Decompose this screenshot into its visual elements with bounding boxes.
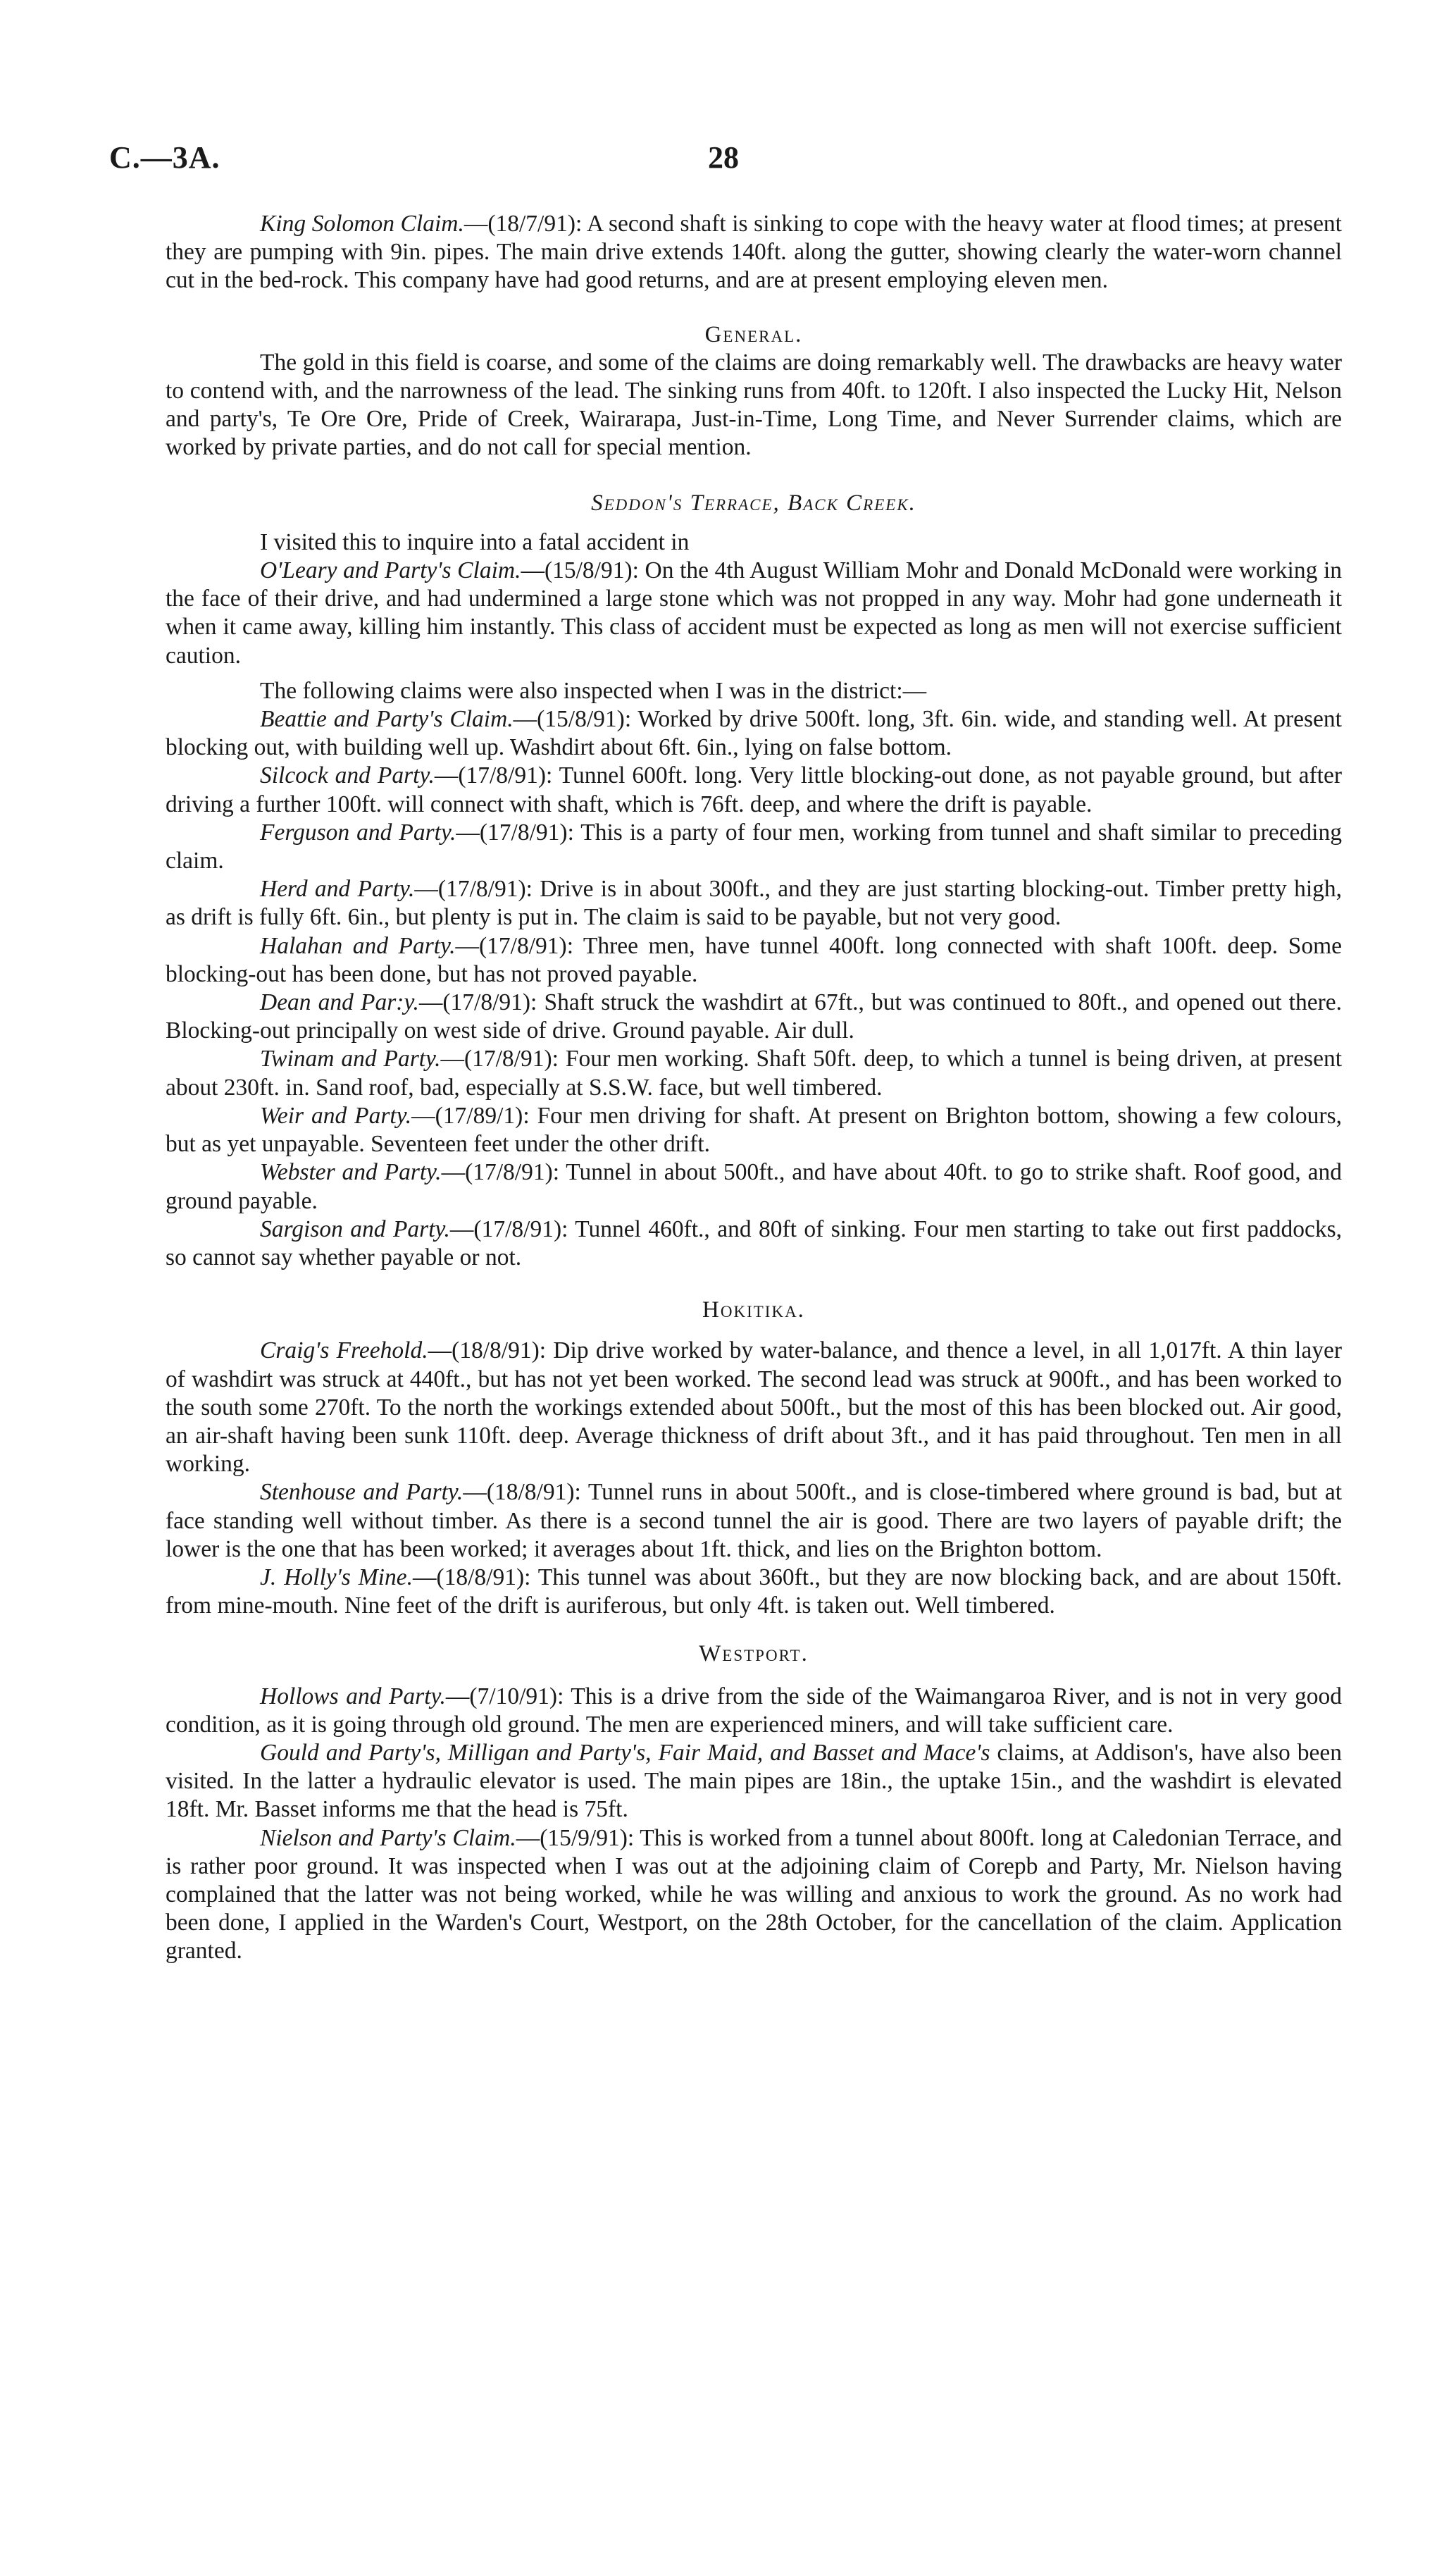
claim-paragraph — [166, 875, 1342, 932]
claim-text: claims, at Addison's, have also been visited. In the latter a hydraulic elevator is used. The main pipes are 18in., the uptake 15in., and the washdirt is elevated 18ft. Mr. Basset informs me that the head is 75ft. — [166, 1739, 1342, 1823]
claim-paragraph — [166, 1683, 1342, 1739]
section-heading-hokitika: Hokitika. — [702, 1297, 805, 1323]
claim-paragraph — [166, 1478, 1342, 1564]
claim-text: —(7/10/91): This is a drive from the side of the Waimangaroa River, and is not in very good condition, as it is going through old ground. The men are experienced miners, and will take sufficient care. — [166, 1683, 1342, 1738]
oleary-paragraph — [166, 557, 1342, 670]
claim-name: Twinam and Party. — [260, 1046, 441, 1072]
claim-name: O'Leary and Party's Claim. — [260, 557, 521, 584]
claim-text: —(15/9/91): This is worked from a tunnel about 800ft. long at Caledonian Terrace, and is rather poor ground. It was inspected when I was out at the adjoining claim of Corepb and Party, Mr. Nielson having complained that the latter was not being worked, while he was willing and anxious to work the ground. As no work had been done, I applied in the Warden's Court, Westport, on the 28th October, for the cancellation of the claim. Application granted. — [166, 1824, 1342, 1965]
claim-name: Craig's Freehold. — [260, 1337, 428, 1364]
document-reference: C.—3A. — [109, 140, 220, 175]
claim-text: —(18/7/91): A second shaft is sinking to cope with the heavy water at flood times; at present they are pumping with 9in. pipes. The main drive extends 140ft. along the gutter, showing clearly the water-worn channel cut in the bed-rock. This company have had good returns, and are at present employing eleven men. — [166, 211, 1342, 294]
claim-text: —(18/8/91): Tunnel runs in about 500ft., and is close-timbered where ground is bad, but at face standing well without timber. As there is a second tunnel the air is good. There are two layers of payable drift; the lower is the one that has been worked; it averages about 1ft. thick, and lies on the Brighton bottom. — [166, 1479, 1342, 1562]
claim-text: —(17/8/91): Three men, have tunnel 400ft. long connected with shaft 100ft. deep. Some blocking-out has been done, but has not proved payable. — [166, 932, 1342, 987]
section-heading-general: General. — [704, 321, 803, 347]
claim-paragraph — [166, 1045, 1342, 1101]
claim-text: —(17/8/91): Drive is in about 300ft., and they are just starting blocking-out. Timber pretty high, as drift is fully 6ft. 6in., but plenty is put in. The claim is said to be payable, but not very good. — [166, 876, 1342, 931]
claim-text: —(17/8/91): Tunnel 460ft., and 80ft of sinking. Four men starting to take out first paddocks, so cannot say whether payable or not. — [166, 1215, 1342, 1270]
page-header — [0, 140, 1456, 182]
claim-name: Dean and Par:y. — [260, 989, 419, 1016]
section-heading-westport: Westport. — [699, 1641, 809, 1667]
claim-name: Webster and Party. — [260, 1159, 442, 1186]
claim-name: Ferguson and Party. — [260, 819, 456, 846]
claim-name: Silcock and Party. — [260, 762, 435, 789]
king-solomon-paragraph — [166, 210, 1342, 295]
general-paragraph: The gold in this field is coarse, and some of the claims are doing remarkably well. The drawbacks are heavy water to contend with, and the narrowness of the lead. The sinking runs from 40ft. to 120ft. I also inspected the Lucky Hit, Nelson and party's, Te Ore Ore, Pride of Creek, Wairarapa, Just-in-Time, Long Time, and Never Surrender claims, which are worked by private parties, and do not call for special mention. — [166, 349, 1342, 461]
claim-name: Nielson and Party's Claim. — [260, 1824, 516, 1851]
claim-name: Beattie and Party's Claim. — [260, 706, 514, 733]
section-heading-seddon: Seddon's Terrace, Back Creek. — [591, 490, 916, 516]
claim-name: King Solomon Claim. — [260, 211, 464, 237]
claim-paragraph — [166, 1215, 1342, 1272]
claim-paragraph — [166, 1739, 1342, 1824]
claim-paragraph — [166, 932, 1342, 989]
claim-paragraph — [166, 819, 1342, 875]
claim-paragraph — [166, 1564, 1342, 1620]
claim-text: —(17/8/91): Tunnel 600ft. long. Very little blocking-out done, as not payable ground, but after driving a further 100ft. will connect with shaft, which is 76ft. deep, and where the drift is payable. — [166, 762, 1342, 817]
claim-text: —(17/8/91): Four men working. Shaft 50ft. deep, to which a tunnel is being driven, at present about 230ft. in. Sand roof, bad, especially at S.S.W. face, but well timbered. — [166, 1046, 1343, 1101]
claim-paragraph — [166, 762, 1342, 818]
claim-text: —(17/89/1): Four men driving for shaft. At present on Brighton bottom, showing a few colours, but as yet unpayable. Seventeen feet under the other drift. — [166, 1102, 1342, 1158]
claim-name: Sargison and Party. — [260, 1215, 450, 1242]
claim-text: —(15/8/91): On the 4th August William Mohr and Donald McDonald were working in the face of their drive, and had undermined a large stone which was not propped in any way. Mohr had gone underneath it when it came away, killing him instantly. This class of accident must be expected as long as men will not exercise sufficient caution. — [166, 557, 1342, 669]
claim-paragraph — [166, 1102, 1342, 1158]
claim-paragraph — [166, 989, 1342, 1045]
following-claims-intro: The following claims were also inspected when I was in the district:— — [260, 677, 927, 704]
seddon-intro: I visited this to inquire into a fatal accident in — [260, 528, 690, 555]
claim-name: Gould and Party's, Milligan and Party's, Fair Maid, and Basset and Mace's — [260, 1739, 990, 1766]
claim-text: —(18/8/91): This tunnel was about 360ft., but they are now blocking back, and are about 150ft. from mine-mouth. Nine feet of the drift is auriferous, but only 4ft. is taken out. Well timbered. — [166, 1564, 1342, 1619]
page-body — [166, 210, 1342, 1966]
claim-name: Stenhouse and Party. — [260, 1479, 463, 1506]
claim-paragraph — [166, 705, 1342, 762]
claim-text: —(17/8/91): Shaft struck the washdirt at 67ft., but was continued to 80ft., and opened out there. Blocking-out principally on west side of drive. Ground payable. Air dull. — [166, 989, 1342, 1044]
claim-name: Herd and Party. — [260, 876, 415, 903]
claim-name: Halahan and Party. — [260, 932, 456, 959]
claim-paragraph — [166, 1824, 1342, 1966]
claim-name: Weir and Party. — [260, 1102, 412, 1129]
page-number: 28 — [708, 140, 739, 175]
claim-text: —(17/8/91): Tunnel in about 500ft., and have about 40ft. to go to strike shaft. Roof good, and ground payable. — [166, 1159, 1342, 1214]
claim-paragraph — [166, 1337, 1342, 1478]
claim-name: Hollows and Party. — [260, 1683, 446, 1709]
claim-text: —(17/8/91): This is a party of four men, working from tunnel and shaft similar to preceding claim. — [166, 819, 1342, 874]
claim-text: —(15/8/91): Worked by drive 500ft. long, 3ft. 6in. wide, and standing well. At present blocking out, with building well up. Washdirt about 6ft. 6in., lying on false bottom. — [166, 706, 1342, 761]
claim-paragraph — [166, 1158, 1342, 1215]
claim-name: J. Holly's Mine. — [260, 1564, 413, 1590]
claim-text: —(18/8/91): Dip drive worked by water-balance, and thence a level, in all 1,017ft. A thin layer of washdirt was struck at 440ft., but has not yet been worked. The second lead was struck at 900ft., and has been worked to the south some 270ft. To the north the workings extended about 500ft., but the most of this has been blocked out. Air good, an air-shaft having been sunk 110ft. deep. Average thickness of drift about 3ft., and it has paid throughout. Ten men in all working. — [166, 1337, 1342, 1478]
